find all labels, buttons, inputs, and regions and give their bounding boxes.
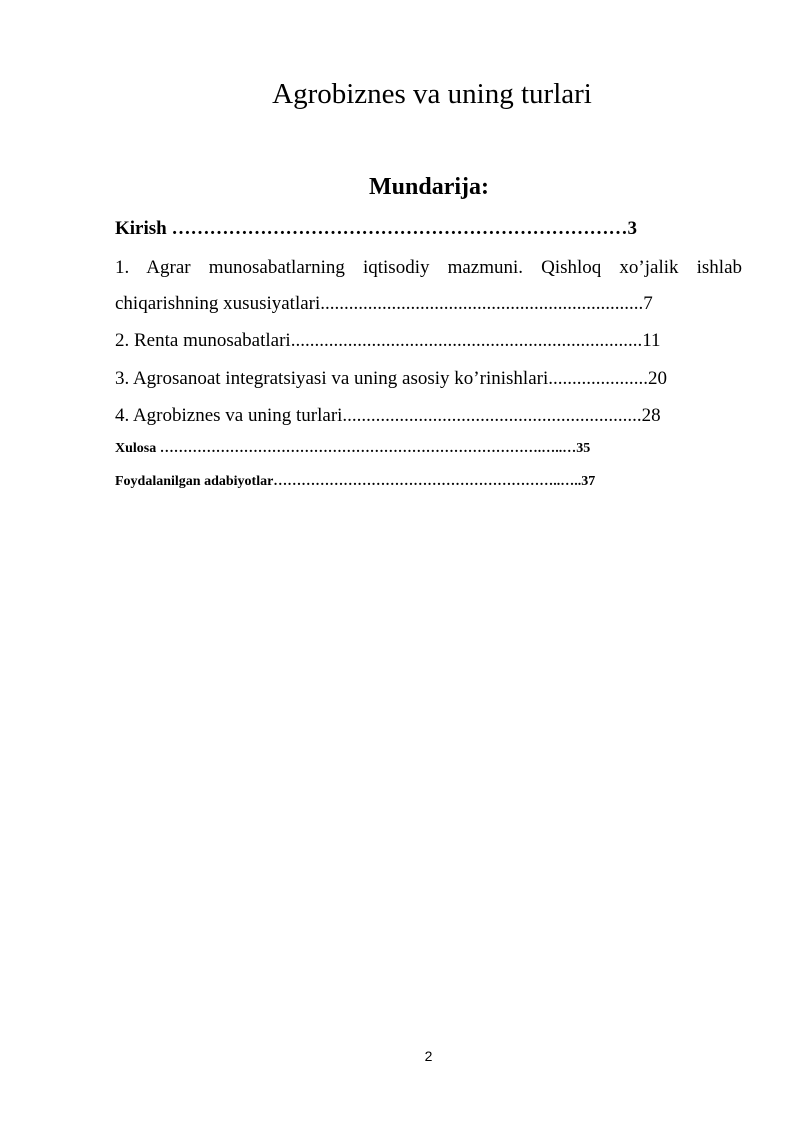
page-number: 2 bbox=[424, 1048, 433, 1064]
toc-entry-2: 2. Renta munosabatlari..........................................................................11 bbox=[115, 330, 661, 351]
toc-entry-conclusion: Xulosa ……………………………………………………………………….…..…35 bbox=[115, 441, 591, 456]
toc-entry-3: 3. Agrosanoat integratsiyasi va uning asosiy ko’rinishlari.....................20 bbox=[115, 368, 667, 389]
toc-entry-1-line-1: 1. Agrar munosabatlarning iqtisodiy mazmuni. Qishloq xo’jalik ishlab bbox=[115, 257, 742, 278]
page-title: Agrobiznes va uning turlari bbox=[272, 78, 592, 110]
toc-entry-4: 4. Agrobiznes va uning turlari...............................................................28 bbox=[115, 405, 661, 426]
toc-entry-1-line-2: chiqarishning xususiyatlari....................................................................7 bbox=[115, 293, 653, 314]
toc-heading: Mundarija: bbox=[369, 174, 489, 200]
toc-entry-introduction: Kirish ………………………………………………………………3 bbox=[115, 218, 637, 239]
toc-entry-references: Foydalanilgan adabiyotlar……………………………………………………..…..37 bbox=[115, 474, 596, 489]
